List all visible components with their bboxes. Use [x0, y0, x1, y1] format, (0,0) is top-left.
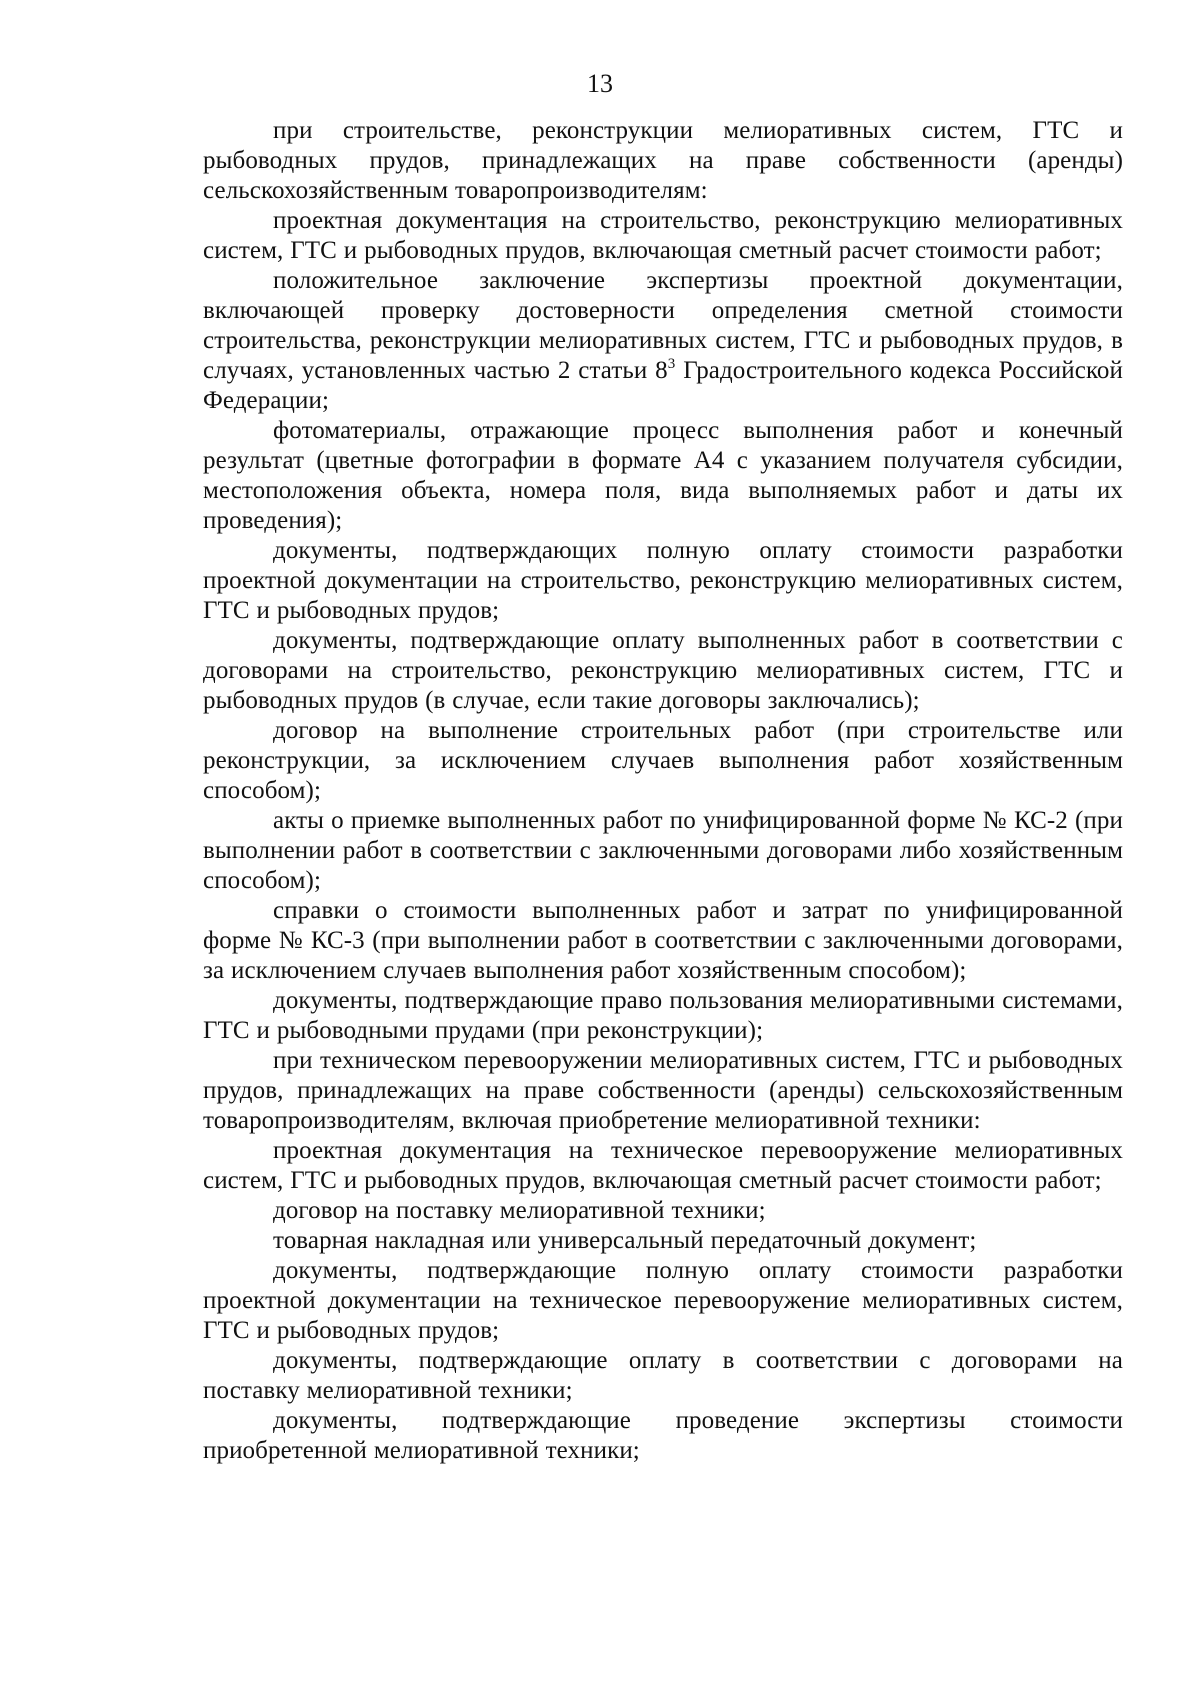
paragraph-11: при техническом перевооружении мелиоративных систем, ГТС и рыбоводных прудов, принадлежащих на праве собственности (аренды) сельскохозяйственным товаропроизводителям, включая приобретение мелиоративной техники:	[203, 1047, 1123, 1134]
paragraph-4: фотоматериалы, отражающие процесс выполнения работ и конечный результат (цветные фотографии в формате А4 с указанием получателя субсидии, местоположения объекта, номера поля, вида выполняемых работ и даты их проведения);	[203, 417, 1123, 534]
paragraph-3-text-end: Градостроительного кодекса Российской Федерации;	[203, 357, 1123, 414]
paragraph-7: договор на выполнение строительных работ (при строительстве или реконструкции, за исключением случаев выполнения работ хозяйственным способом);	[203, 717, 1123, 804]
superscript-3: 3	[667, 356, 676, 372]
paragraph-15: документы, подтверждающие полную оплату стоимости разработки проектной документации на техническое перевооружение мелиоративных систем, ГТС и рыбоводных прудов;	[203, 1257, 1123, 1344]
paragraph-3-text: положительное заключение экспертизы проектной документации, включающей проверку достоверности определения сметной стоимости строительства, реконструкции мелиоративных систем, ГТС и рыбоводных прудов, в случаях, установленных частью 2 статьи 8	[203, 267, 1123, 384]
document-body	[203, 116, 1123, 1466]
paragraph-3	[203, 266, 1123, 416]
paragraph-13: договор на поставку мелиоративной техники;	[273, 1197, 766, 1224]
paragraph-17: документы, подтверждающие проведение экспертизы стоимости приобретенной мелиоративной техники;	[203, 1407, 1123, 1464]
paragraph-2: проектная документация на строительство, реконструкцию мелиоративных систем, ГТС и рыбоводных прудов, включающая сметный расчет стоимости работ;	[203, 207, 1123, 264]
paragraph-9: справки о стоимости выполненных работ и затрат по унифицированной форме № КС-3 (при выполнении работ в соответствии с заключенными договорами, за исключением случаев выполнения работ хозяйственным способом);	[203, 897, 1123, 984]
paragraph-1: при строительстве, реконструкции мелиоративных систем, ГТС и рыбоводных прудов, принадлежащих на праве собственности (аренды) сельскохозяйственным товаропроизводителям:	[203, 117, 1123, 204]
paragraph-14: товарная накладная или универсальный передаточный документ;	[273, 1227, 977, 1254]
paragraph-6: документы, подтверждающие оплату выполненных работ в соответствии с договорами на строительство, реконструкцию мелиоративных систем, ГТС и рыбоводных прудов (в случае, если такие договоры заключались);	[203, 627, 1123, 714]
paragraph-12: проектная документация на техническое перевооружение мелиоративных систем, ГТС и рыбоводных прудов, включающая сметный расчет стоимости работ;	[203, 1137, 1123, 1194]
page-number: 13	[587, 69, 613, 98]
paragraph-5: документы, подтверждающих полную оплату стоимости разработки проектной документации на строительство, реконструкцию мелиоративных систем, ГТС и рыбоводных прудов;	[203, 537, 1123, 624]
paragraph-10: документы, подтверждающие право пользования мелиоративными системами, ГТС и рыбоводными прудами (при реконструкции);	[203, 987, 1123, 1044]
paragraph-8: акты о приемке выполненных работ по унифицированной форме № КС-2 (при выполнении работ в соответствии с заключенными договорами либо хозяйственным способом);	[203, 807, 1123, 894]
paragraph-16: документы, подтверждающие оплату в соответствии с договорами на поставку мелиоративной техники;	[203, 1347, 1123, 1404]
